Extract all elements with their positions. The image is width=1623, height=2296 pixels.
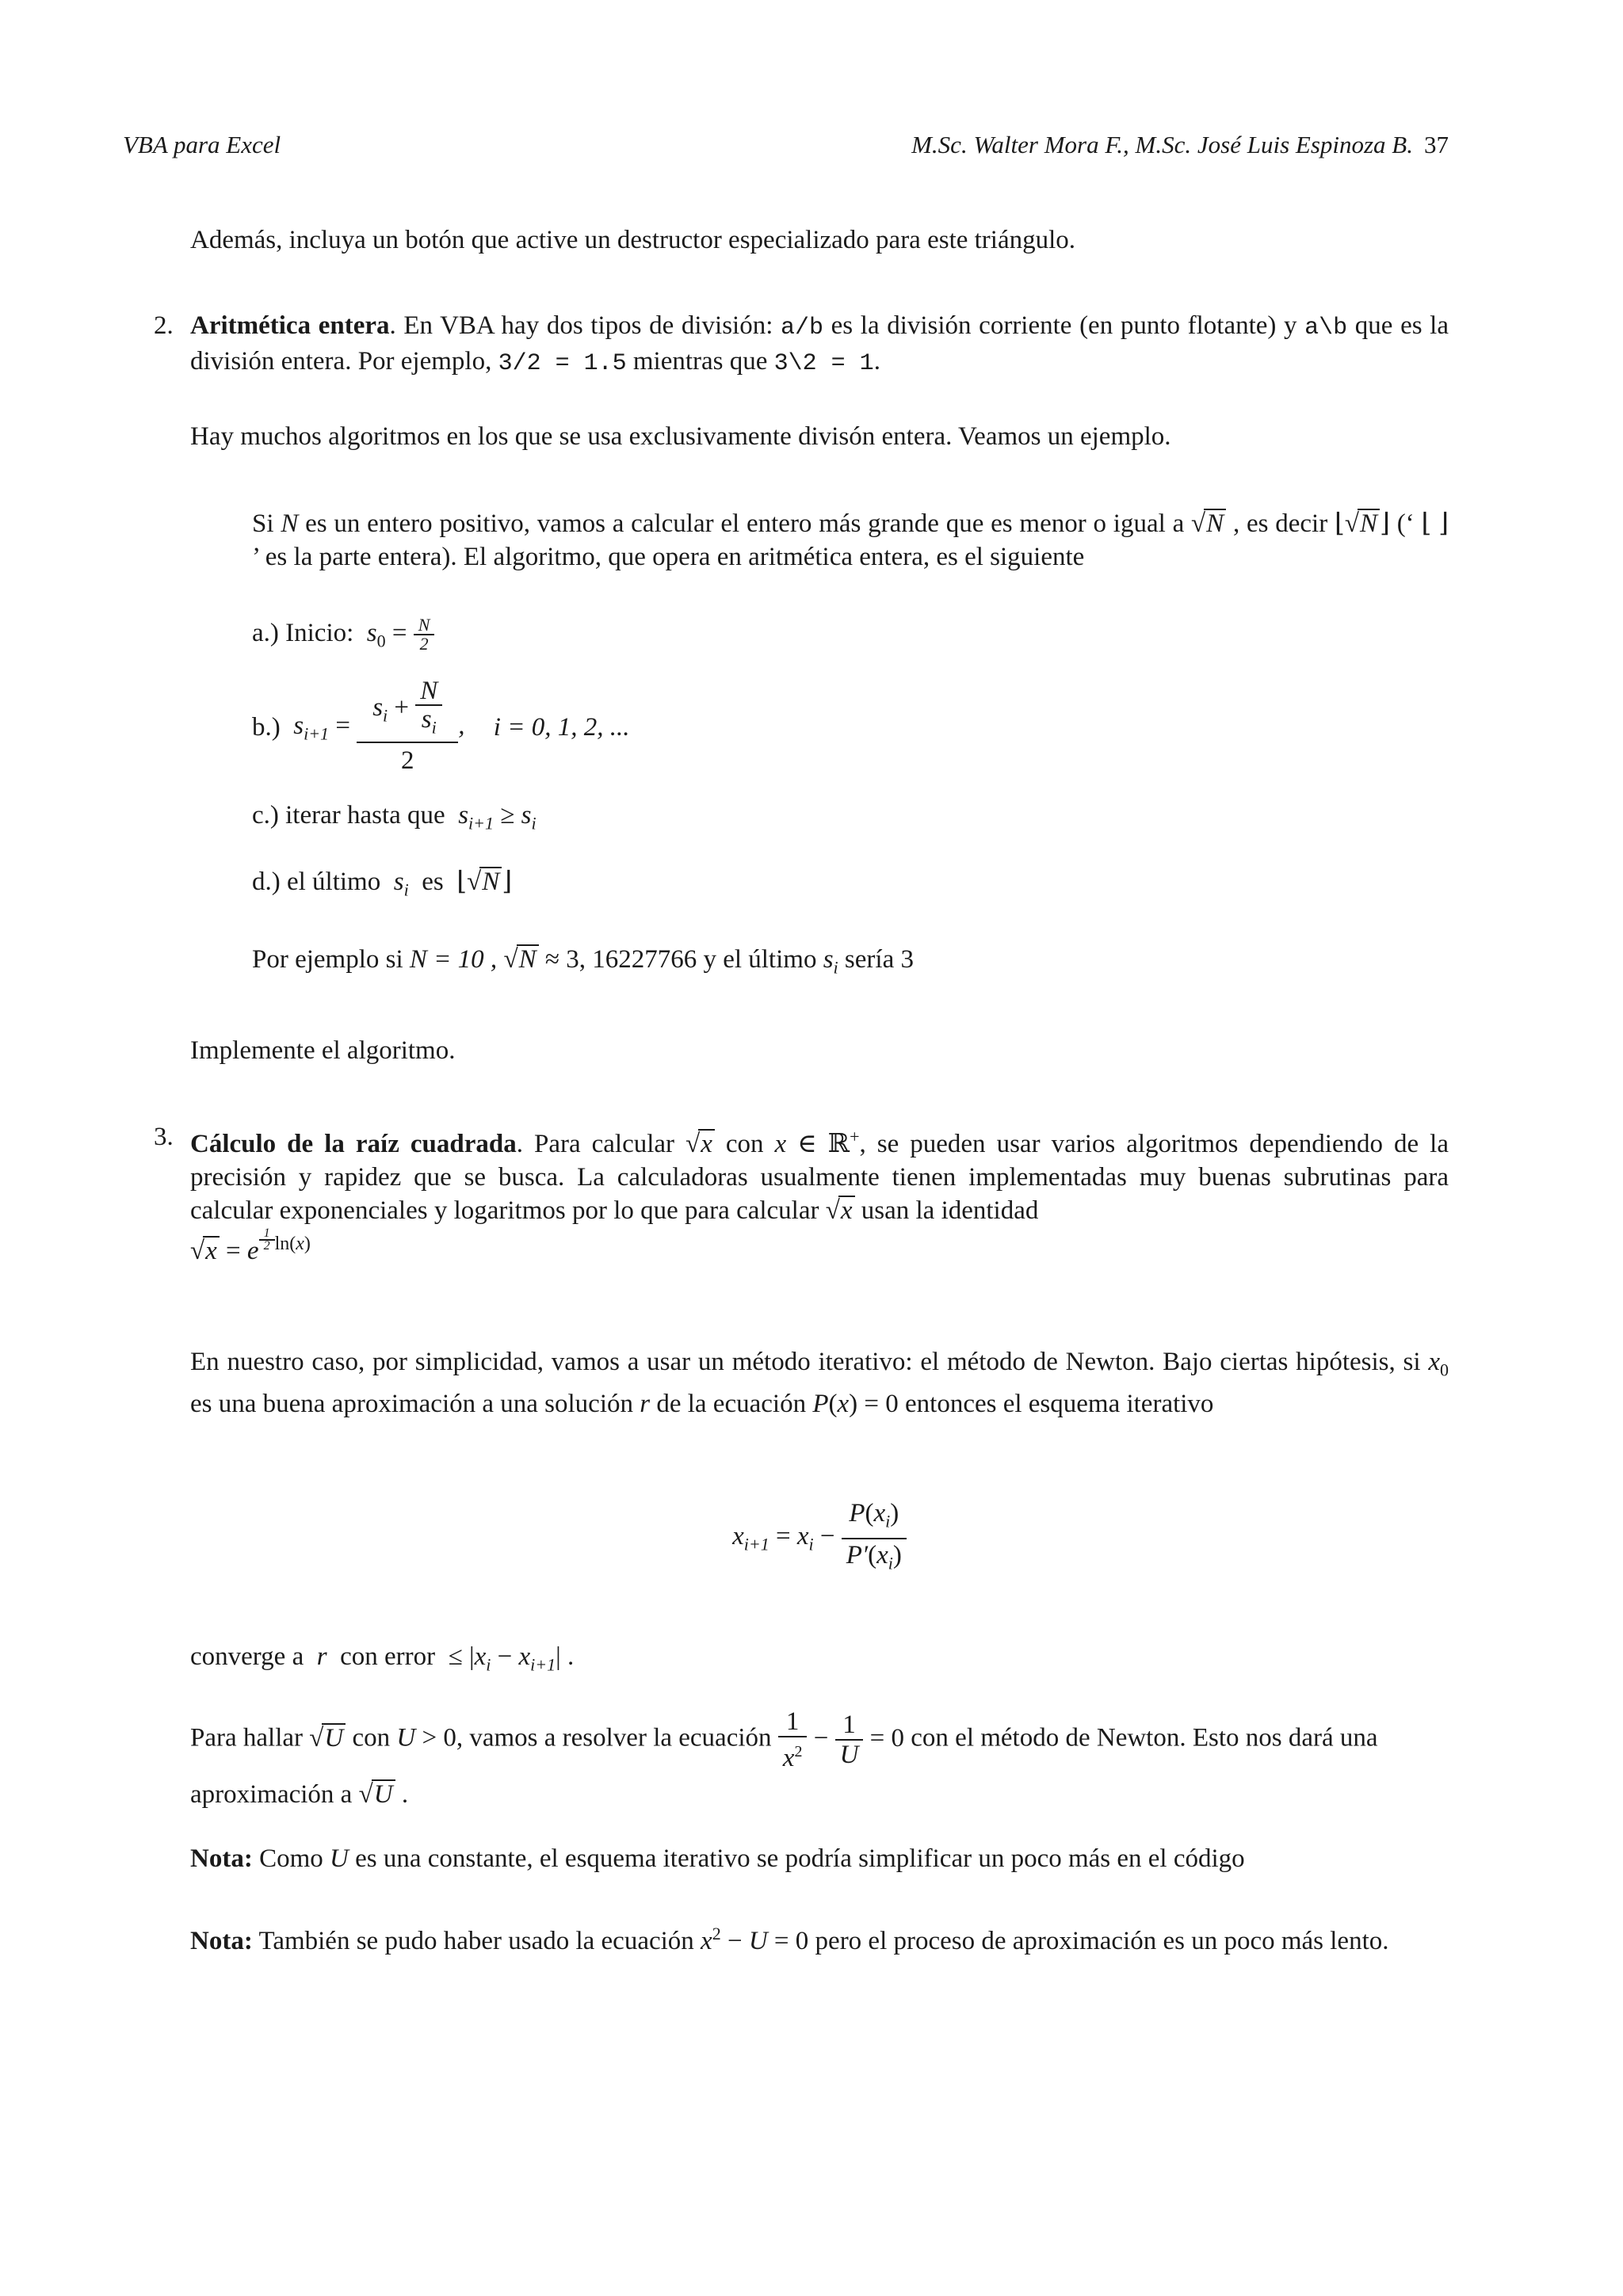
newton-paragraph <box>190 1345 1449 1421</box>
alg-intro-1: Si <box>252 509 281 538</box>
step-c-formula: $s_{i+1} \ge s_i$ <box>451 801 537 833</box>
sqrt-U-text-d: con el método de Newton. Esto nos dará una aproximación a <box>190 1723 1378 1809</box>
exercise-2-statement <box>190 309 1449 380</box>
reciprocal-equation: $\frac{1}{x^2}$ − $\frac{1}{U}$ = 0 <box>778 1724 904 1753</box>
exercise-2-title: Aritmética entera <box>190 311 390 340</box>
math-r: r <box>640 1389 651 1418</box>
floor-sqrt-N: ⌊√N⌋ <box>1335 509 1390 538</box>
header-book-title: VBA para Excel <box>123 131 281 158</box>
exercise-3 <box>154 1120 1449 1268</box>
step-d-floor-sqrt: ⌊√N⌋ <box>449 868 513 896</box>
note-1-label: Nota: <box>190 1844 253 1873</box>
sqrt-x: x <box>698 1129 715 1158</box>
step-c-label: c.) iterar hasta que <box>252 801 445 830</box>
example-sqrt-N: √N <box>503 945 538 974</box>
step-d-label: d.) el último <box>252 868 381 896</box>
intro-paragraph <box>190 223 1449 257</box>
math-Px-equation: P(x) = 0 <box>812 1389 899 1418</box>
x-in-reals: x ∈ ℝ+ <box>774 1127 860 1158</box>
step-d-es: es <box>422 868 444 896</box>
exercise-3-title: Cálculo de la raíz cuadrada <box>190 1130 517 1158</box>
newton-text-b: es una buena aproximación a una solución <box>190 1389 640 1418</box>
exercise-2-text-e: . <box>873 347 880 376</box>
note-2-label: Nota: <box>190 1927 253 1955</box>
converge-line <box>190 1640 1449 1682</box>
algorithm-intro <box>252 507 1449 574</box>
sqrt-U-text-c: , vamos a resolver la ecuación <box>456 1723 772 1753</box>
example-text-5: sería 3 <box>844 945 914 974</box>
U-positive: U > 0 <box>396 1723 456 1753</box>
note-1-text <box>190 1842 1449 1875</box>
exercise-3-text-d: usan la identidad <box>854 1196 1039 1225</box>
implement-paragraph <box>190 1034 1449 1067</box>
alg-intro-4: (‘ ⌊ ⌋ ’ es la parte entera). El algoritmo, que opera en aritmética entera, es el siguiente <box>252 509 1449 571</box>
exercise-2-text-c: que es la división entera. Por ejemplo, <box>190 311 1449 376</box>
header-authors <box>911 128 1449 162</box>
note-1-text-a: Como <box>252 1844 330 1873</box>
step-a-label: a.) Inicio: <box>252 619 354 647</box>
sqrt-symbol: √ <box>1191 509 1206 538</box>
newton-text <box>190 1345 1449 1421</box>
step-a-formula: $s_0$ = $\frac{N}{2}$ <box>361 619 435 647</box>
sqrt-N: N <box>1204 509 1226 537</box>
note-2-text-a: También se pudo haber usado la ecuación <box>252 1927 701 1955</box>
note-1-text-b: es una constante, el esquema iterativo se podría simplificar un poco más en el código <box>348 1844 1245 1873</box>
algorithm-step-c <box>190 799 1449 841</box>
exercise-2-paragraph <box>190 420 1449 453</box>
sqrt-U-paragraph <box>190 1707 1449 1817</box>
code-example-int: 3\2 = 1 <box>773 350 874 377</box>
intro-text: Además, incluya un botón que active un destructor especializado para este triángulo. <box>190 226 1076 254</box>
newton-iteration-formula: $x_{i+1} = x_i$ − $\frac{P(x_i)}{P'(x_i)}$ <box>732 1522 907 1550</box>
exercise-2-text-b: es la división corriente (en punto flotante) y <box>823 311 1305 340</box>
note-2-text <box>190 1917 1449 1958</box>
note-2 <box>190 1917 1449 1958</box>
exercise-3-text-c: , se pueden usar varios algoritmos dependiendo de la precisión y rapidez que se busca. La calculadoras usualmente tienen implementadas muy buenas subrutinas para calcular exponenciales y logaritmos por lo que para calcular <box>190 1130 1449 1225</box>
exercise-2-text-d: mientras que <box>626 347 774 376</box>
alg-intro-2: es un entero positivo, vamos a calcular el entero más grande que es menor o igual a <box>298 509 1192 538</box>
note-2-equation: $x^2 - U = 0$ <box>701 1924 809 1955</box>
math-x0: $x_0$ <box>1428 1348 1449 1380</box>
converge-error-bound: ≤ $|x_i - x_{i+1}|$ . <box>448 1642 575 1675</box>
step-b-formula: $s_{i+1}$ = $s_i$ + $\frac{N}{s_i}$ 2 , <box>287 677 465 778</box>
code-integer-division: a\b <box>1304 315 1348 341</box>
algorithm-description <box>190 507 1449 574</box>
code-float-division: a/b <box>781 315 824 341</box>
sqrt-U: U <box>322 1723 346 1752</box>
sqrt-U-text: Para hallar √U con U > 0, vamos a resolver la ecuación $\frac{1}{x^2}$ − $\frac{1}{U}$ = 0 con el método de Newton. Esto nos dará una aproximación a √U . <box>190 1707 1378 1809</box>
converge-r: r <box>310 1642 334 1671</box>
newton-text-a: En nuestro caso, por simplicidad, vamos a usar un método iterativo: el método de Newton. Bajo ciertas hipótesis, si <box>190 1348 1429 1376</box>
sqrt-x-2: x <box>838 1196 855 1224</box>
sqrt-U-text-b: con <box>352 1723 391 1753</box>
exercise-2-number: 2. <box>154 311 174 340</box>
page-number: 37 <box>1424 131 1449 158</box>
implement-text: Implemente el algoritmo. <box>190 1036 456 1065</box>
sqrt-U-text-a: Para hallar <box>190 1723 304 1753</box>
math-N: N <box>281 509 299 538</box>
note-1 <box>190 1842 1449 1875</box>
example-N-value: N = 10 , <box>409 945 498 974</box>
note-2-text-b: pero el proceso de aproximación es un poco más lento. <box>808 1927 1389 1955</box>
exercise-3-text-b: con <box>714 1130 775 1158</box>
step-b-index-range: i = 0, 1, 2, ... <box>493 713 630 742</box>
newton-text-d: entonces el esquema iterativo <box>898 1389 1214 1418</box>
example-approx-value: ≈ 3, 16227766 <box>544 945 697 974</box>
exercise-3-number: 3. <box>154 1123 174 1151</box>
exercise-2 <box>154 309 1449 380</box>
example-text-1: Por ejemplo si <box>252 945 403 974</box>
alg-intro-3: , es decir <box>1232 509 1335 538</box>
identity-formula: √x = e $^{\frac{1}{2} ln(x)}$ <box>190 1226 311 1265</box>
algorithm-step-d <box>190 865 1449 907</box>
exercise-3-text-a: . Para calcular <box>516 1130 686 1158</box>
converge-text-a: converge a <box>190 1642 304 1671</box>
exercise-3-statement: Cálculo de la raíz cuadrada. Para calcular √x con x ∈ ℝ+, se pueden usar varios algoritmos dependiendo de la precisión y rapidez que se busca. La calculadoras usualmente tienen implementadas muy buenas subrutinas para calcular exponenciales y logaritmos por lo que para calcular √x usan la identidad √x = e $^{\frac{1}{2} ln(x)}$ <box>190 1127 1449 1265</box>
step-b-label: b.) <box>252 713 281 742</box>
algorithm-example <box>190 943 1449 985</box>
code-example-float: 3/2 = 1.5 <box>498 350 627 377</box>
newton-formula <box>190 1497 1449 1579</box>
exercise-2-para-text: Hay muchos algoritmos en los que se usa exclusivamente divisón entera. Veamos un ejemplo. <box>190 422 1171 451</box>
example-text-4: y el último <box>703 945 817 974</box>
converge-text-b: con error <box>340 1642 436 1671</box>
header-authors-text: M.Sc. Walter Mora F., M.Sc. José Luis Espinoza B. <box>911 131 1413 158</box>
algorithm-step-b <box>190 677 1449 778</box>
algorithm-step-a <box>190 616 1449 658</box>
sqrt-U-2: U <box>372 1779 395 1808</box>
exercise-2-text-a: . En VBA hay dos tipos de división: <box>389 311 781 340</box>
newton-text-c: de la ecuación <box>650 1389 813 1418</box>
example-s-i: $s_i$ <box>823 945 838 978</box>
step-d-s-i: $s_i$ <box>387 868 409 900</box>
note-1-U: U <box>330 1844 349 1873</box>
